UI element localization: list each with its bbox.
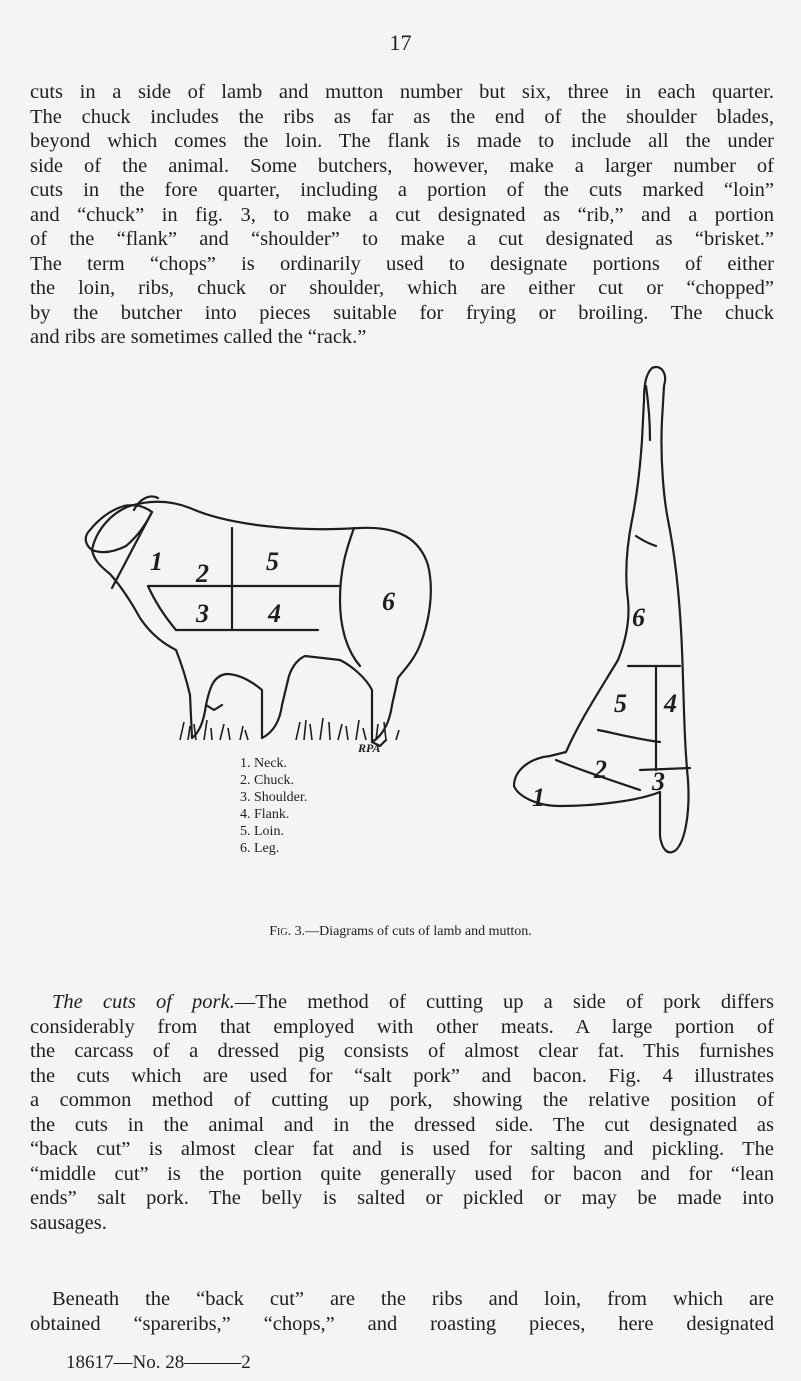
lamb-paragraph-line: The term “chops” is ordinarily used to designate portions of either xyxy=(30,252,774,275)
pork-paragraph-line: a common method of cutting up pork, showing the relative position of xyxy=(30,1089,774,1111)
lamb-label-1: 1 xyxy=(150,547,163,576)
lamb-label-3: 3 xyxy=(196,599,209,628)
paragraph-pork-cuts xyxy=(30,990,774,1235)
paragraph-lamb-cuts xyxy=(30,80,774,350)
pork-paragraph-line: ends” salt pork. The belly is salted or pickled or may be made into xyxy=(30,1187,774,1209)
pork-paragraph-lead: The cuts of pork. xyxy=(52,991,235,1013)
page-number: 17 xyxy=(389,30,412,55)
pork-paragraph-line: the cuts which are used for “salt pork” and bacon. Fig. 4 illustrates xyxy=(30,1064,774,1087)
leg-label-5: 5 xyxy=(614,689,627,718)
leg-label-4: 4 xyxy=(664,689,677,718)
lamb-paragraph-line: cuts in a side of lamb and mutton number but six, three in each quarter. xyxy=(30,81,774,103)
lamb-label-6: 6 xyxy=(382,587,395,616)
lamb-paragraph-line: The chuck includes the ribs as far as the end of the shoulder blades, xyxy=(30,105,774,128)
engraver-mark: RPA xyxy=(358,741,381,755)
lamb-paragraph-line: by the butcher into pieces suitable for frying or broiling. The chuck xyxy=(30,301,774,324)
lamb-paragraph-line: cuts in the fore quarter, including a portion of the cuts marked “loin” xyxy=(30,179,774,201)
leg-label-2: 2 xyxy=(594,755,607,784)
pork-paragraph-line: the cuts in the animal and in the dressed side. The cut designated as xyxy=(30,1113,774,1136)
lamb-label-4: 4 xyxy=(268,599,281,628)
side-cut-3 xyxy=(640,768,690,770)
pork-paragraph-line xyxy=(30,990,774,1015)
lamb-paragraph-line: the loin, ribs, chuck or shoulder, which are either cut or “chopped” xyxy=(30,277,774,299)
lamb-paragraph-line: of the “flank” and “shoulder” to make a cut designated as “brisket.” xyxy=(30,228,774,250)
pork-paragraph-line: the carcass of a dressed pig consists of almost clear fat. This furnishes xyxy=(30,1040,774,1062)
leg-label-3: 3 xyxy=(652,767,665,796)
legend-item-chuck: 2. Chuck. xyxy=(240,773,295,788)
footer-signature: 18617—No. 28———2 xyxy=(66,1352,251,1373)
lamb-paragraph-line: side of the animal. Some butchers, however, make a larger number of xyxy=(30,154,774,177)
lamb-paragraph-line: and ribs are sometimes called the “rack.” xyxy=(30,326,367,348)
leg-label-6: 6 xyxy=(632,603,645,632)
lamb-cuts-diagram xyxy=(0,360,801,920)
pork-paragraph-line: sausages. xyxy=(30,1211,107,1234)
pork-paragraph-line-text: —The method of cutting up a side of pork differs xyxy=(234,991,775,1013)
lamb-paragraph-line: and “chuck” in fig. 3, to make a cut designated as “rib,” and a portion xyxy=(30,203,774,226)
figure-caption-text: —Diagrams of cuts of lamb and mutton. xyxy=(305,924,532,939)
side-cut-5-2 xyxy=(598,730,660,742)
lamb-paragraph-line: beyond which comes the loin. The flank is made to include all the under xyxy=(30,130,774,152)
leg-label-1: 1 xyxy=(532,783,545,812)
figure-3 xyxy=(0,360,801,920)
pork-paragraph-line: “back cut” is almost clear fat and is used for salting and pickling. The xyxy=(30,1138,774,1160)
figure-caption-label: Fig. 3. xyxy=(269,924,306,939)
back-cut-paragraph-line: Beneath the “back cut” are the ribs and loin, from which are xyxy=(52,1288,774,1310)
legend-item-leg: 6. Leg. xyxy=(240,841,280,856)
back-cut-paragraph-line: obtained “spareribs,” “chops,” and roasting pieces, here designated xyxy=(30,1312,774,1335)
lamb-outline xyxy=(92,502,431,742)
pork-paragraph-line: “middle cut” is the portion quite generally used for bacon and for “lean xyxy=(30,1162,774,1185)
lamb-label-2: 2 xyxy=(196,559,209,588)
legend-item-shoulder: 3. Shoulder. xyxy=(240,790,308,805)
legend-item-flank: 4. Flank. xyxy=(240,807,290,822)
lamb-label-5: 5 xyxy=(266,547,279,576)
paragraph-back-cut xyxy=(30,1287,774,1336)
legend-item-loin: 5. Loin. xyxy=(240,824,284,839)
figure-caption xyxy=(0,924,801,940)
pork-paragraph-line: considerably from that employed with other meats. A large portion of xyxy=(30,1015,774,1038)
cut-line-loin-leg xyxy=(340,528,360,666)
legend-item-neck: 1. Neck. xyxy=(240,756,288,771)
figure-legend xyxy=(240,755,307,857)
